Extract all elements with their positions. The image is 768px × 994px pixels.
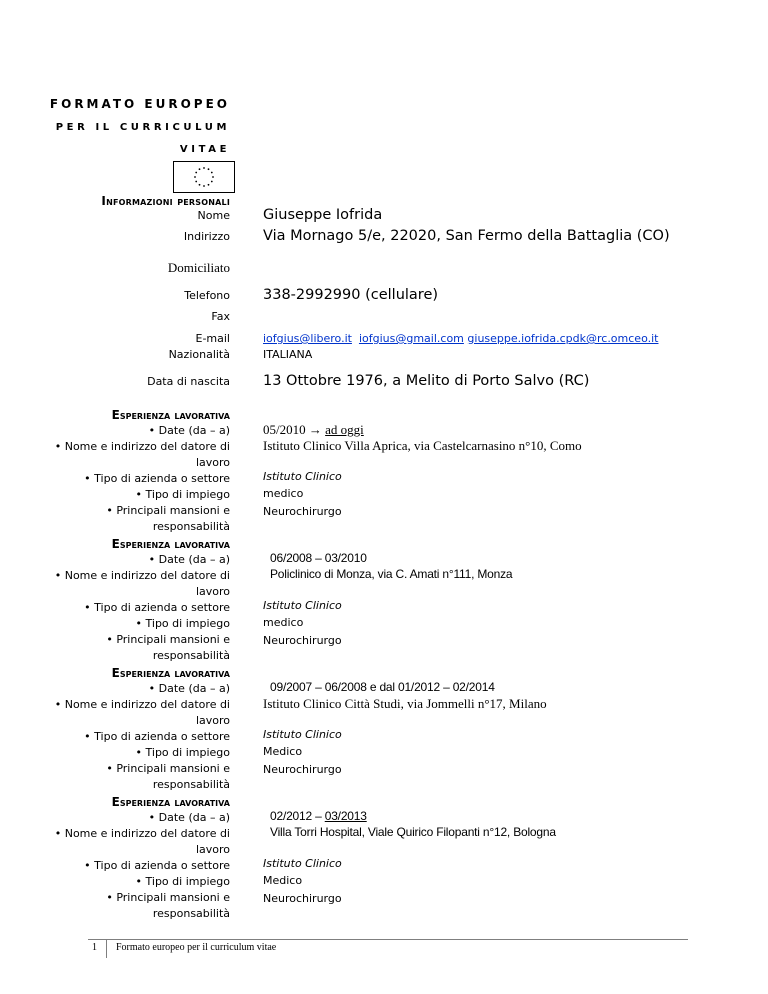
- exp-sector: Istituto Clinico: [263, 599, 342, 612]
- label-indirizzo: Indirizzo: [183, 230, 230, 243]
- exp-job: Medico: [263, 874, 303, 887]
- exp-duties: Neurochirurgo: [263, 892, 342, 905]
- exp-label-duties: • Principali mansioni e: [106, 504, 230, 517]
- exp-duties: Neurochirurgo: [263, 505, 342, 518]
- exp-section-heading: Esperienza lavorativa: [111, 666, 230, 680]
- experience-labels: [30, 794, 230, 922]
- exp-label-job: • Tipo di impiego: [135, 746, 230, 759]
- cv-title-line1-text: FORMATO EUROPEO: [49, 97, 230, 111]
- exp-label-sector: • Tipo di azienda o settore: [84, 859, 230, 872]
- label-nazionalita: Nazionalità: [168, 348, 230, 361]
- email-link-2[interactable]: iofgius@gmail.com: [358, 332, 464, 345]
- exp-label-sector: • Tipo di azienda o settore: [84, 601, 230, 614]
- exp-date: 06/2008 – 03/2010: [270, 551, 367, 565]
- exp-label-job: • Tipo di impiego: [135, 617, 230, 630]
- value-nome: Giuseppe Iofrida: [263, 207, 383, 223]
- exp-label-employer-2: lavoro: [195, 843, 230, 856]
- exp-employer: Istituto Clinico Città Studi, via Jommelli n°17, Milano: [263, 696, 547, 711]
- cv-title-line1: [50, 93, 230, 117]
- exp-label-employer-2: lavoro: [195, 714, 230, 727]
- eu-flag-icon: [173, 161, 235, 193]
- email-link-1[interactable]: iofgius@libero.it: [263, 332, 352, 345]
- exp-label-duties-2: responsabilità: [152, 778, 230, 791]
- exp-label-employer: • Nome e indirizzo del datore di: [54, 440, 230, 453]
- exp-date-end: ad oggi: [325, 422, 364, 437]
- cv-title: [50, 93, 230, 161]
- exp-date-start: 02/2012 –: [270, 809, 325, 823]
- exp-label-job: • Tipo di impiego: [135, 488, 230, 501]
- exp-label-sector: • Tipo di azienda o settore: [84, 730, 230, 743]
- exp-label-employer-2: lavoro: [195, 456, 230, 469]
- footer-separator: [106, 940, 107, 958]
- footer-page-number: 1: [92, 942, 97, 953]
- exp-date: 09/2007 – 06/2008 e dal 01/2012 – 02/2014: [270, 680, 495, 694]
- label-domiciliato: Domiciliato: [167, 260, 230, 275]
- exp-label-duties: • Principali mansioni e: [106, 891, 230, 904]
- exp-label-employer-2: lavoro: [195, 585, 230, 598]
- cv-title-line3-text: VITAE: [179, 144, 230, 155]
- exp-sector: Istituto Clinico: [263, 728, 342, 741]
- exp-label-duties-2: responsabilità: [152, 907, 230, 920]
- exp-section-heading: Esperienza lavorativa: [111, 408, 230, 422]
- experience-labels: [30, 407, 230, 535]
- value-indirizzo: Via Mornago 5/e, 22020, San Fermo della Battaglia (CO): [263, 228, 670, 244]
- arrow-right-icon: →: [308, 422, 322, 437]
- label-fax: Fax: [211, 310, 230, 323]
- exp-label-date: • Date (da – a): [148, 424, 230, 437]
- label-telefono: Telefono: [184, 289, 230, 302]
- exp-label-sector: • Tipo di azienda o settore: [84, 472, 230, 485]
- exp-sector: Istituto Clinico: [263, 470, 342, 483]
- exp-date-start: 05/2010: [263, 422, 306, 437]
- exp-date: [270, 809, 367, 823]
- exp-employer: Policlinico di Monza, via C. Amati n°111, Monza: [270, 567, 513, 581]
- email-link-3[interactable]: giuseppe.iofrida.cpdk@rc.omceo.it: [467, 332, 659, 345]
- exp-label-duties: • Principali mansioni e: [106, 633, 230, 646]
- exp-job: medico: [263, 487, 304, 500]
- exp-label-employer: • Nome e indirizzo del datore di: [54, 698, 230, 711]
- cv-title-line3: [50, 139, 230, 161]
- exp-sector: Istituto Clinico: [263, 857, 342, 870]
- exp-date-end: 03/2013: [324, 809, 367, 823]
- exp-employer: Villa Torri Hospital, Viale Quirico Filopanti n°12, Bologna: [270, 825, 556, 839]
- label-data-nascita: Data di nascita: [147, 375, 230, 388]
- cv-title-line2-text: PER IL CURRICULUM: [55, 122, 230, 133]
- exp-label-employer: • Nome e indirizzo del datore di: [54, 569, 230, 582]
- exp-label-job: • Tipo di impiego: [135, 875, 230, 888]
- exp-label-duties: • Principali mansioni e: [106, 762, 230, 775]
- exp-date: [263, 422, 364, 438]
- section-personal-info: [101, 194, 230, 208]
- exp-section-heading: Esperienza lavorativa: [111, 537, 230, 551]
- label-email: E-mail: [195, 332, 230, 345]
- exp-label-date: • Date (da – a): [148, 811, 230, 824]
- exp-label-date: • Date (da – a): [148, 682, 230, 695]
- exp-label-duties-2: responsabilità: [152, 649, 230, 662]
- exp-label-duties-2: responsabilità: [152, 520, 230, 533]
- exp-duties: Neurochirurgo: [263, 634, 342, 647]
- value-data-nascita: 13 Ottobre 1976, a Melito di Porto Salvo (RC): [263, 373, 590, 389]
- exp-job: Medico: [263, 745, 303, 758]
- footer-divider: [88, 939, 688, 940]
- eu-flag-stars-icon: [174, 162, 234, 192]
- exp-label-employer: • Nome e indirizzo del datore di: [54, 827, 230, 840]
- exp-job: medico: [263, 616, 304, 629]
- section-personal-info-text: Informazioni personali: [101, 194, 230, 208]
- value-telefono: 338-2992990 (cellulare): [263, 287, 439, 303]
- exp-section-heading: Esperienza lavorativa: [111, 795, 230, 809]
- experience-labels: [30, 536, 230, 664]
- value-email: [263, 332, 658, 345]
- value-nazionalita: ITALIANA: [263, 348, 313, 361]
- experience-labels: [30, 665, 230, 793]
- exp-employer: Istituto Clinico Villa Aprica, via Castelcarnasino n°10, Como: [263, 438, 582, 453]
- footer-text: Formato europeo per il curriculum vitae: [116, 942, 277, 953]
- exp-duties: Neurochirurgo: [263, 763, 342, 776]
- label-nome: Nome: [197, 209, 230, 222]
- exp-label-date: • Date (da – a): [148, 553, 230, 566]
- cv-title-line2: [50, 117, 230, 139]
